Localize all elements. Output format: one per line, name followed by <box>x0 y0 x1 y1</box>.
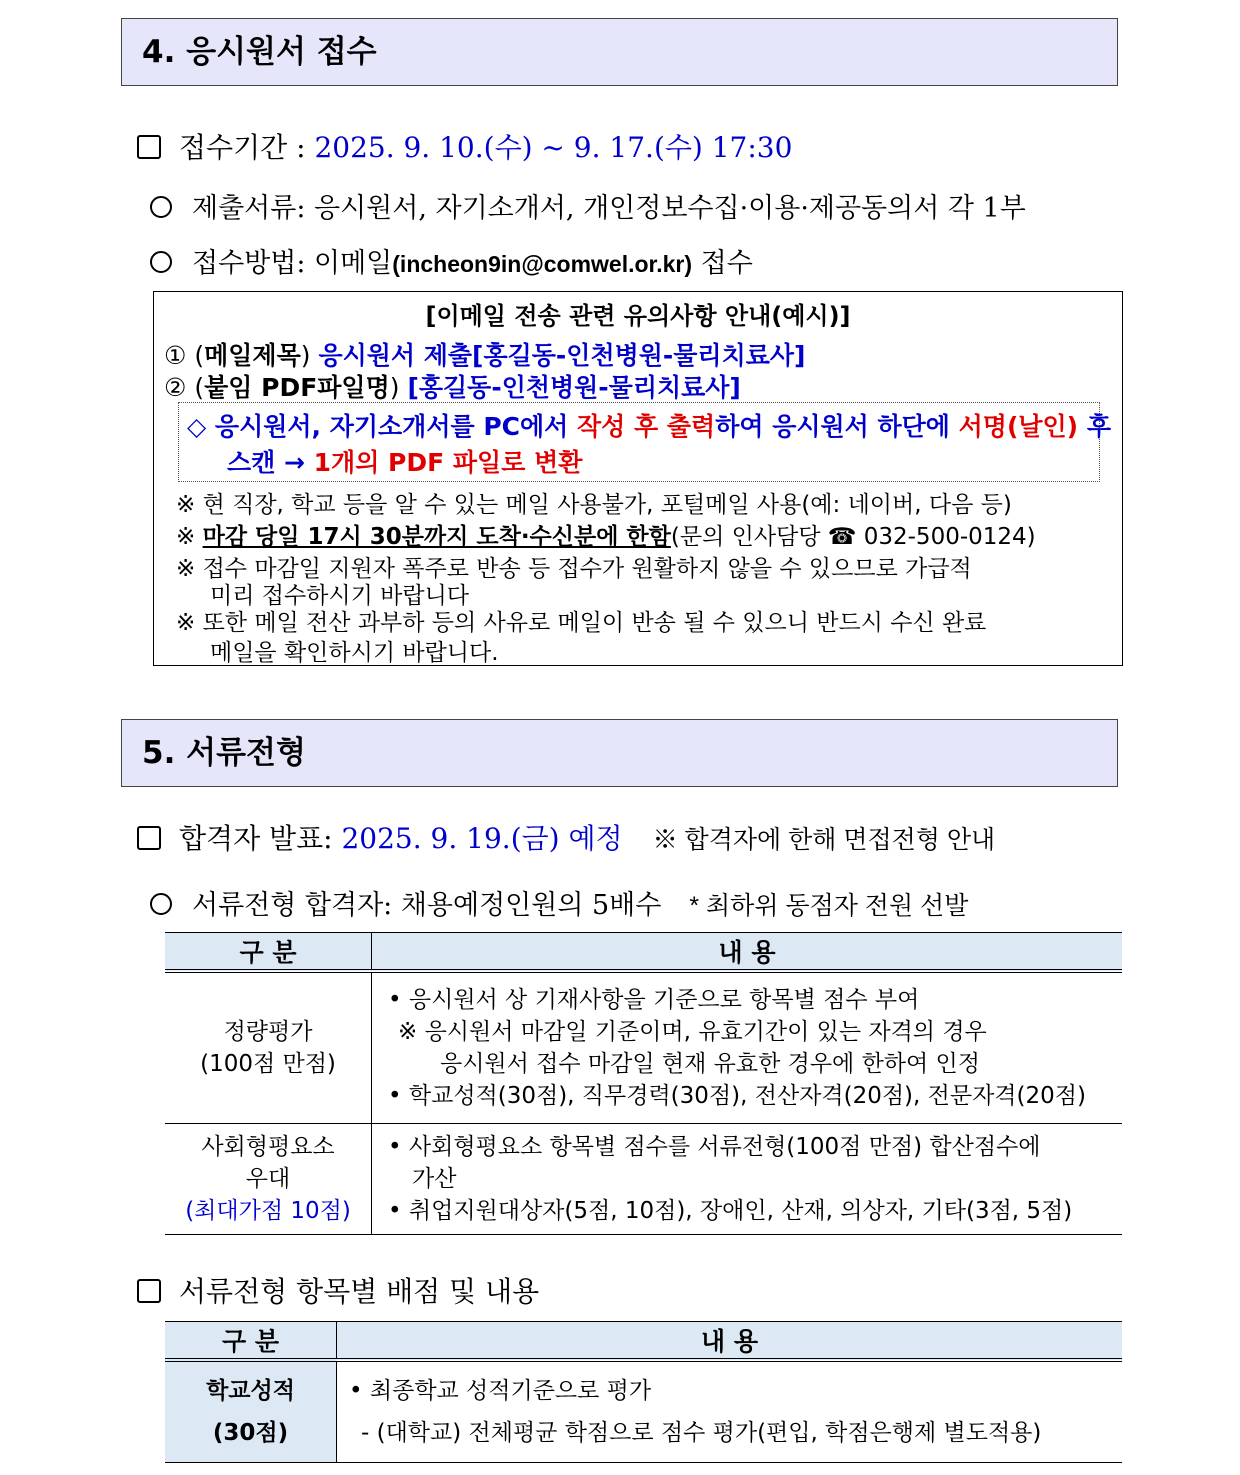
period-row <box>137 126 792 166</box>
notice-note-3-cont: 미리 접수하시기 바랍니다 <box>210 583 470 609</box>
header-category: 구 분 <box>165 1322 337 1361</box>
table-header-row <box>165 933 1122 972</box>
announce-row <box>137 817 995 857</box>
checkbox-bullet-icon <box>137 1279 161 1303</box>
pass-label: 서류전형 합격자: 채용예정인원의 5배수 <box>192 890 662 921</box>
row-category <box>165 1124 372 1235</box>
highlight-line-1 <box>187 407 1111 443</box>
row1-label-2: (100점 만점) <box>200 1051 336 1077</box>
highlight-e: 후 <box>1078 412 1111 441</box>
row1-line-2: ※ 응시원서 마감일 기준이며, 유효기간이 있는 자격의 경우 <box>398 1019 987 1045</box>
row1-line-1: • 응시원서 상 기재사항을 기준으로 항목별 점수 부여 <box>388 987 920 1013</box>
email-notice-box <box>153 291 1123 666</box>
row2-label-1: 사회형평요소 <box>201 1134 335 1160</box>
row-category <box>165 971 372 1124</box>
items-title-row <box>137 1270 539 1310</box>
highlight-b: 작성 후 출력 <box>577 412 716 441</box>
checkbox-bullet-icon <box>137 135 161 159</box>
row1-label-2: (30점) <box>212 1420 289 1446</box>
screening-table <box>165 932 1122 1235</box>
circle-bullet-icon <box>150 251 172 273</box>
header-category: 구 분 <box>165 933 372 972</box>
score-items-table <box>165 1321 1122 1463</box>
circle-bullet-icon <box>150 893 172 915</box>
row1-label-1: 정량평가 <box>223 1019 313 1045</box>
notice-note-2 <box>176 518 1036 551</box>
row-category <box>165 1360 337 1463</box>
method-label: 접수방법: 이메일 <box>192 248 393 279</box>
period-value: 2025. 9. 10.(수) ~ 9. 17.(수) 17:30 <box>314 131 793 164</box>
announce-label: 합격자 발표: <box>179 822 342 855</box>
row-content <box>372 971 1123 1124</box>
table-row <box>165 971 1122 1124</box>
item2-value: [홍길동-인천병원-물리치료사] <box>407 373 741 402</box>
item1-label: 메일제목 <box>204 341 301 370</box>
section-5-heading: 5. 서류전형 <box>121 719 1118 787</box>
section-4-heading: 4. 응시원서 접수 <box>121 18 1118 86</box>
notice-note-4: ※ 또한 메일 전산 과부하 등의 사유로 메일이 반송 될 수 있으니 반드시 수신 완료 <box>176 610 987 636</box>
notice-note-1: ※ 현 직장, 학교 등을 알 수 있는 메일 사용불가, 포털메일 사용(예: 네이버, 다음 등) <box>176 492 1012 518</box>
row1-line-2: - (대학교) 전체평균 학점으로 점수 평가(편입, 학점은행제 별도적용) <box>361 1420 1042 1446</box>
notice-note-4-cont: 메일을 확인하시기 바랍니다. <box>210 640 499 666</box>
row2-line-2: 가산 <box>412 1166 457 1192</box>
highlight2-b: 1개의 PDF 파일로 변환 <box>313 448 583 477</box>
pass-row <box>150 883 968 922</box>
row1-line-1: • 최종학교 성적기준으로 평가 <box>349 1378 652 1404</box>
table-header-row <box>165 1322 1122 1361</box>
pass-note: * 최하위 동점자 전원 선발 <box>689 892 969 920</box>
table-row <box>165 1124 1122 1235</box>
notice-highlight-box <box>178 402 1111 482</box>
checkbox-bullet-icon <box>137 826 161 850</box>
highlight-d: 서명(날인) <box>958 412 1079 441</box>
header-content: 내 용 <box>372 933 1123 972</box>
row-content <box>372 1124 1123 1235</box>
note2-rest: (문의 인사담당 ☎ 032-500-0124) <box>670 524 1036 550</box>
notice-item-mail-subject <box>164 336 805 372</box>
row2-label-2: 우대 <box>245 1166 291 1192</box>
item1-close: ) <box>300 341 319 370</box>
docs-row <box>150 186 1026 225</box>
row2-line-3: • 취업지원대상자(5점, 10점), 장애인, 산재, 의상자, 기타(3점, 5점) <box>388 1198 1073 1224</box>
row2-line-1: • 사회형평요소 항목별 점수를 서류전형(100점 만점) 합산점수에 <box>388 1134 1041 1160</box>
item2-close: ) <box>389 373 408 402</box>
note2-prefix: ※ <box>176 524 203 550</box>
table-row <box>165 1360 1122 1463</box>
notice-title: [이메일 전송 관련 유의사항 안내(예시)] <box>425 302 851 330</box>
item2-label: 붙임 PDF파일명 <box>204 373 390 402</box>
highlight-a: ◇ 응시원서, 자기소개서를 PC에서 <box>187 412 578 441</box>
item2-prefix: ② ( <box>164 373 205 402</box>
row1-line-4: • 학교성적(30점), 직무경력(30점), 전산자격(20점), 전문자격(20점) <box>388 1083 1086 1109</box>
method-email: (incheon9in@comwel.or.kr) <box>392 251 693 277</box>
circle-bullet-icon <box>150 196 172 218</box>
highlight-line-2 <box>227 443 582 479</box>
period-label: 접수기간 : <box>179 131 315 164</box>
announce-value: 2025. 9. 19.(금) 예정 <box>341 822 623 855</box>
notice-item-pdf-name <box>164 368 741 404</box>
announce-note: ※ 합격자에 한해 면접전형 안내 <box>652 826 996 854</box>
notice-note-3: ※ 접수 마감일 지원자 폭주로 반송 등 접수가 원활하지 않을 수 있으므로 가급적 <box>176 556 972 582</box>
items-title: 서류전형 항목별 배점 및 내용 <box>179 1275 540 1308</box>
row2-label-3: (최대가점 10점) <box>185 1198 351 1224</box>
row1-line-3: 응시원서 접수 마감일 현재 유효한 경우에 한하여 인정 <box>440 1051 980 1077</box>
method-row <box>150 241 753 280</box>
item1-value: 응시원서 제출[홍길동-인천병원-물리치료사] <box>318 341 806 370</box>
row1-label-1: 학교성적 <box>206 1378 295 1404</box>
row-content <box>337 1360 1123 1463</box>
highlight-c: 하여 응시원서 하단에 <box>715 412 959 441</box>
method-suffix: 접수 <box>692 248 753 279</box>
docs-text: 제출서류: 응시원서, 자기소개서, 개인정보수집·이용·제공동의서 각 1부 <box>192 193 1026 224</box>
header-content: 내 용 <box>337 1322 1123 1361</box>
note2-bold: 마감 당일 17시 30분까지 도착·수신분에 한함 <box>202 524 671 550</box>
item1-prefix: ① ( <box>164 341 205 370</box>
highlight2-a: 스캔 → <box>227 448 314 477</box>
